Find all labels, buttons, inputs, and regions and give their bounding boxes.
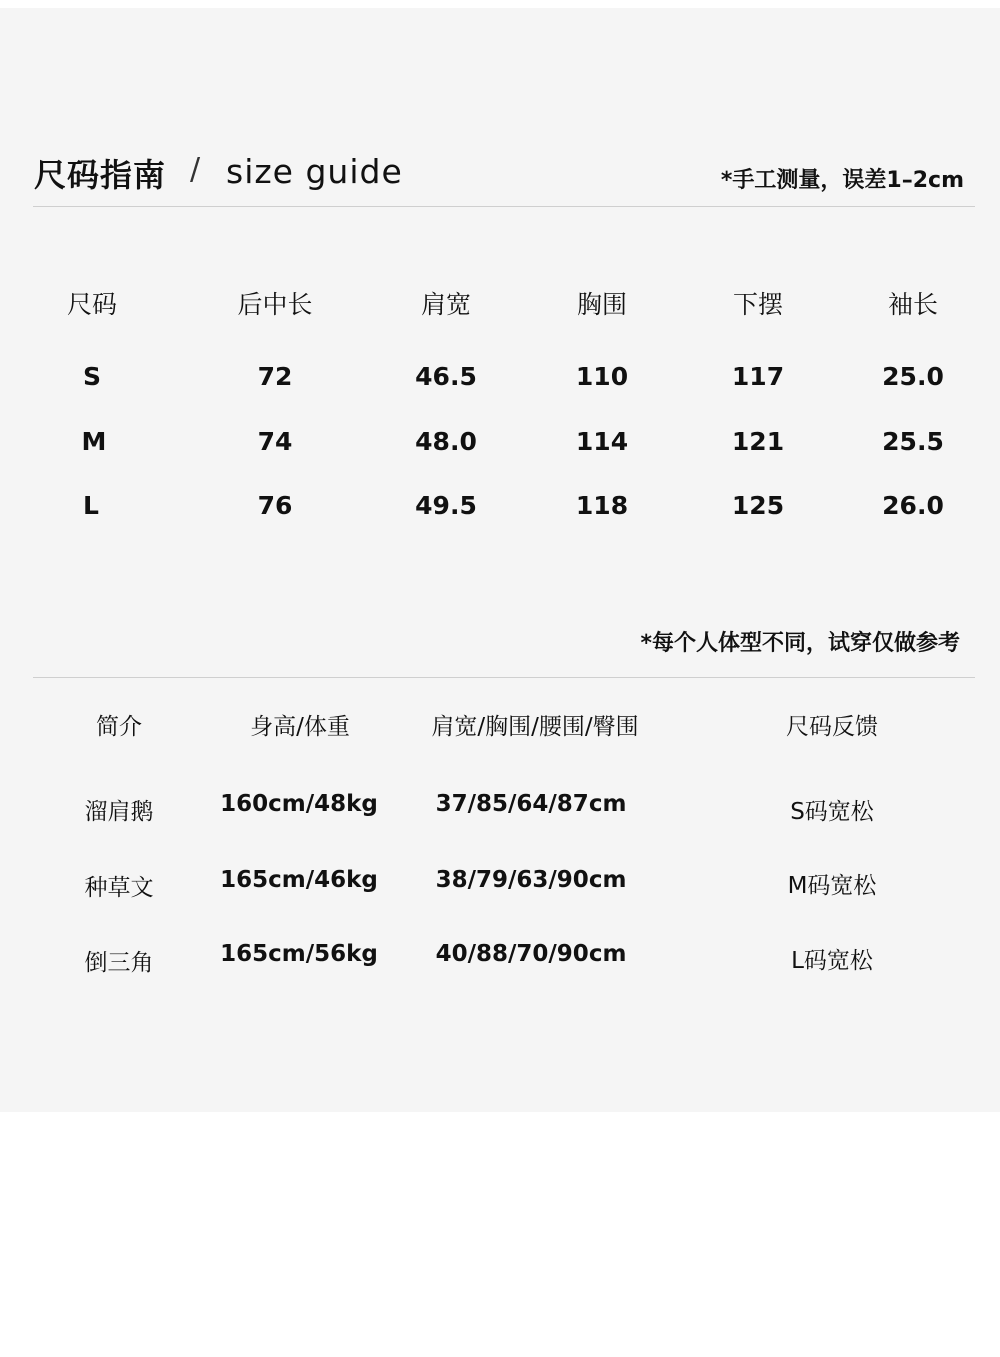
- size-cell: 25.5: [882, 427, 944, 456]
- size-cell: 26.0: [882, 491, 944, 520]
- size-col-header: 后中长: [237, 290, 313, 319]
- size-col-header: 胸围: [576, 290, 628, 319]
- fit-cell: 165cm/46kg: [220, 867, 378, 893]
- size-cell: 46.5: [415, 362, 477, 391]
- fit-cell: L码宽松: [791, 948, 873, 974]
- size-cell: 49.5: [415, 491, 477, 520]
- divider-top: [33, 206, 975, 207]
- title-separator: /: [190, 152, 201, 187]
- size-col-header: 下摆: [732, 290, 784, 319]
- size-cell: 76: [257, 491, 293, 520]
- size-cell: 125: [731, 491, 785, 520]
- divider-bottom: [33, 677, 975, 678]
- measurement-note: *手工测量，误差1–2cm: [720, 168, 964, 193]
- size-cell: 114: [575, 427, 629, 456]
- fit-cell: 种草文: [84, 875, 154, 901]
- size-cell: 25.0: [882, 362, 944, 391]
- fit-cell: 溜肩鹅: [84, 799, 154, 825]
- fit-cell: S码宽松: [790, 799, 874, 825]
- size-col-header: 尺码: [66, 290, 118, 319]
- page-subtitle: size guide: [226, 152, 403, 191]
- size-cell: 121: [731, 427, 785, 456]
- size-cell: 110: [575, 362, 629, 391]
- size-cell: 118: [575, 491, 629, 520]
- fit-cell: 38/79/63/90cm: [435, 867, 627, 893]
- size-cell: 117: [731, 362, 785, 391]
- fit-cell: 40/88/70/90cm: [435, 941, 627, 967]
- page-title: 尺码指南: [34, 156, 167, 194]
- fit-col-header: 尺码反馈: [786, 714, 878, 740]
- size-col-header: 肩宽: [420, 290, 472, 319]
- size-cell: S: [82, 362, 102, 391]
- fit-note: *每个人体型不同，试穿仅做参考: [640, 631, 960, 656]
- size-cell: 72: [257, 362, 293, 391]
- fit-cell: 160cm/48kg: [220, 791, 378, 817]
- title-row: [34, 150, 964, 200]
- fit-col-header: 简介: [96, 714, 142, 740]
- size-col-header: 袖长: [887, 290, 939, 319]
- fit-col-header: 身高/体重: [250, 714, 350, 740]
- size-cell: L: [83, 491, 99, 520]
- size-cell: 48.0: [415, 427, 477, 456]
- fit-cell: M码宽松: [787, 873, 877, 899]
- fit-cell: 倒三角: [84, 950, 154, 976]
- size-cell: 74: [257, 427, 293, 456]
- fit-col-header: 肩宽/胸围/腰围/臀围: [431, 714, 639, 740]
- size-cell: M: [81, 427, 107, 456]
- fit-cell: 37/85/64/87cm: [435, 791, 627, 817]
- fit-cell: 165cm/56kg: [220, 941, 378, 967]
